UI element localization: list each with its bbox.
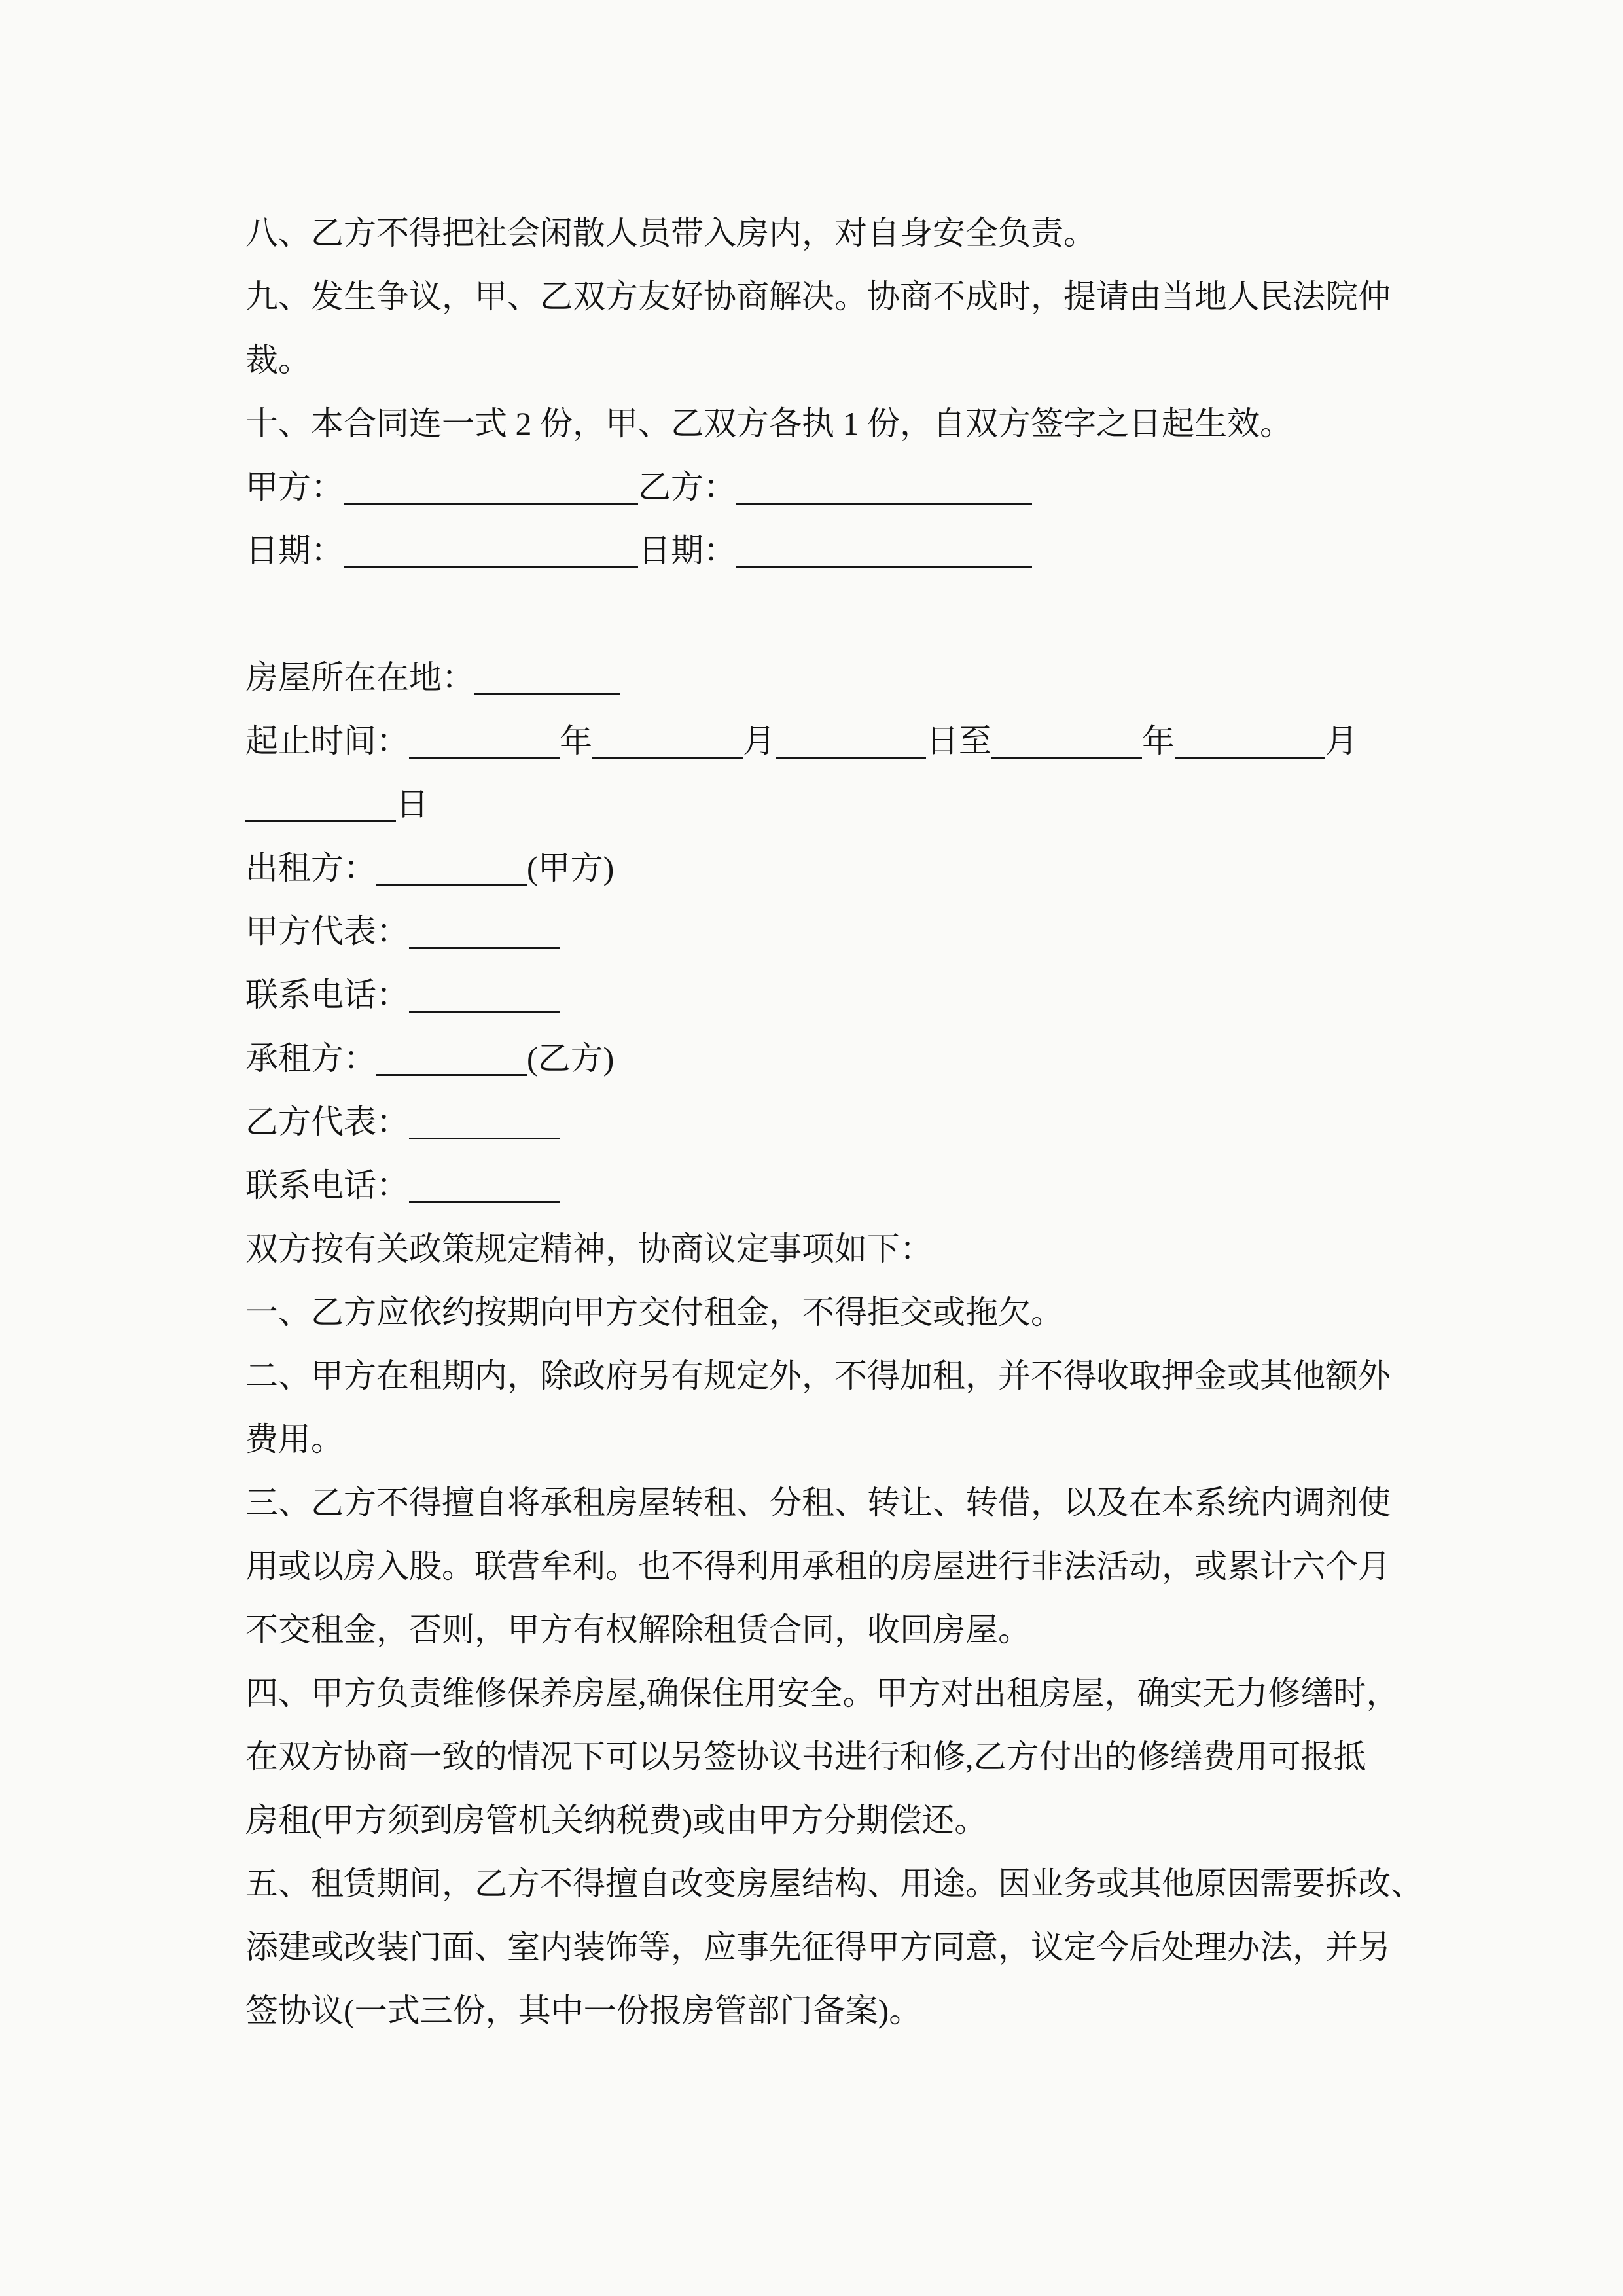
term-4-line-3	[245, 1789, 1404, 1852]
lessee-row	[245, 1027, 1404, 1090]
document-text: 一、乙方应依约按期向甲方交付租金，不得拒交或拖欠。	[245, 1294, 1063, 1331]
party-a-phone-row	[245, 963, 1404, 1027]
document-text: 年	[1142, 723, 1175, 759]
clause-8	[245, 202, 1404, 265]
document-text: (甲方)	[527, 850, 615, 886]
fill-in-blank-line	[344, 475, 638, 505]
document-text: 八、乙方不得把社会闲散人员带入房内，对自身安全负责。	[245, 215, 1096, 251]
document-text: (乙方)	[527, 1040, 615, 1077]
term-5-line-3	[245, 1979, 1404, 2043]
term-1	[245, 1281, 1404, 1344]
document-text: 用或以房入股。联营牟利。也不得利用承租的房屋进行非法活动，或累计六个月	[245, 1548, 1391, 1585]
fill-in-blank-line	[736, 475, 1032, 505]
document-text: 九、发生争议，甲、乙双方友好协商解决。协商不成时，提请由当地人民法院仲	[245, 278, 1391, 315]
term-3-line-1	[245, 1471, 1404, 1535]
document-text: 四、甲方负责维修保养房屋,确保住用安全。甲方对出租房屋，确实无力修缮时，	[245, 1675, 1399, 1712]
document-text: 日至	[926, 723, 991, 759]
document-text: 乙方代表：	[245, 1103, 409, 1140]
fill-in-blank-line	[245, 793, 396, 822]
document-text: 联系电话：	[245, 977, 409, 1013]
fill-in-blank-line	[776, 729, 926, 759]
fill-in-blank-line	[991, 729, 1142, 759]
fill-in-blank-line	[409, 1174, 560, 1203]
document-text: 日期：	[638, 532, 736, 569]
term-5-line-2	[245, 1916, 1404, 1979]
fill-in-blank-line	[1175, 729, 1325, 759]
document-text: 房租(甲方须到房管机关纳税费)或由甲方分期偿还。	[245, 1802, 988, 1839]
party-signature-row	[245, 456, 1404, 519]
document-text: 不交租金，否则，甲方有权解除租赁合同，收回房屋。	[245, 1611, 1031, 1648]
fill-in-blank-line	[409, 1110, 560, 1139]
document-text: 起止时间：	[245, 723, 409, 759]
term-4-line-2	[245, 1725, 1404, 1789]
term-3-line-3	[245, 1598, 1404, 1662]
document-text: 乙方：	[638, 469, 736, 505]
clause-9-line-2	[245, 329, 1404, 392]
document-content	[245, 202, 1423, 2043]
property-location-row	[245, 646, 1404, 709]
lessor-row	[245, 836, 1404, 900]
term-2-line-2	[245, 1408, 1404, 1471]
term-4-line-1	[245, 1662, 1404, 1725]
document-text: 甲方：	[245, 469, 344, 505]
document-text: 费用。	[245, 1421, 344, 1458]
document-text: 日	[396, 786, 429, 823]
clause-9-line-1	[245, 265, 1404, 329]
party-b-phone-row	[245, 1154, 1404, 1217]
document-text: 月	[1325, 723, 1358, 759]
party-a-representative-row	[245, 900, 1404, 963]
document-text: 裁。	[245, 342, 311, 378]
fill-in-blank-line	[376, 1047, 527, 1076]
document-text: 甲方代表：	[245, 913, 409, 950]
document-text: 联系电话：	[245, 1167, 409, 1204]
document-text: 承租方：	[245, 1040, 376, 1077]
document-text: 年	[560, 723, 592, 759]
document-text: 二、甲方在租期内，除政府另有规定外，不得加租，并不得收取押金或其他额外	[245, 1357, 1391, 1394]
document-text: 出租方：	[245, 850, 376, 886]
fill-in-blank-line	[474, 666, 620, 695]
document-text: 双方按有关政策规定精神，协商议定事项如下：	[245, 1230, 933, 1267]
document-text: 添建或改装门面、室内装饰等，应事先征得甲方同意，议定今后处理办法，并另	[245, 1929, 1391, 1965]
term-3-line-2	[245, 1535, 1404, 1598]
fill-in-blank-line	[736, 539, 1032, 568]
document-text: 五、租赁期间，乙方不得擅自改变房屋结构、用途。因业务或其他原因需要拆改、	[245, 1865, 1423, 1902]
party-b-representative-row	[245, 1090, 1404, 1154]
preamble	[245, 1217, 1404, 1281]
term-2-line-1	[245, 1344, 1404, 1408]
fill-in-blank-line	[592, 729, 743, 759]
fill-in-blank-line	[344, 539, 638, 568]
date-signature-row	[245, 519, 1404, 583]
document-text: 十、本合同连一式 2 份，甲、乙双方各执 1 份，自双方签字之日起生效。	[245, 405, 1293, 442]
document-text: 日期：	[245, 532, 344, 569]
fill-in-blank-line	[409, 983, 560, 1013]
document-text: 房屋所在在地：	[245, 659, 474, 696]
document-text: 签协议(一式三份，其中一份报房管部门备案)。	[245, 1992, 922, 2029]
document-text: 在双方协商一致的情况下可以另签协议书进行和修,乙方付出的修缮费用可报抵	[245, 1738, 1366, 1775]
document-text: 三、乙方不得擅自将承租房屋转租、分租、转让、转借，以及在本系统内调剂使	[245, 1484, 1391, 1521]
lease-period-line-1	[245, 709, 1404, 773]
fill-in-blank-line	[409, 729, 560, 759]
spacer-row	[245, 583, 1404, 646]
lease-period-line-2	[245, 773, 1404, 836]
term-5-line-1	[245, 1852, 1423, 1916]
clause-10	[245, 392, 1404, 456]
document-text: 月	[743, 723, 776, 759]
fill-in-blank-line	[409, 920, 560, 949]
fill-in-blank-line	[376, 856, 527, 886]
